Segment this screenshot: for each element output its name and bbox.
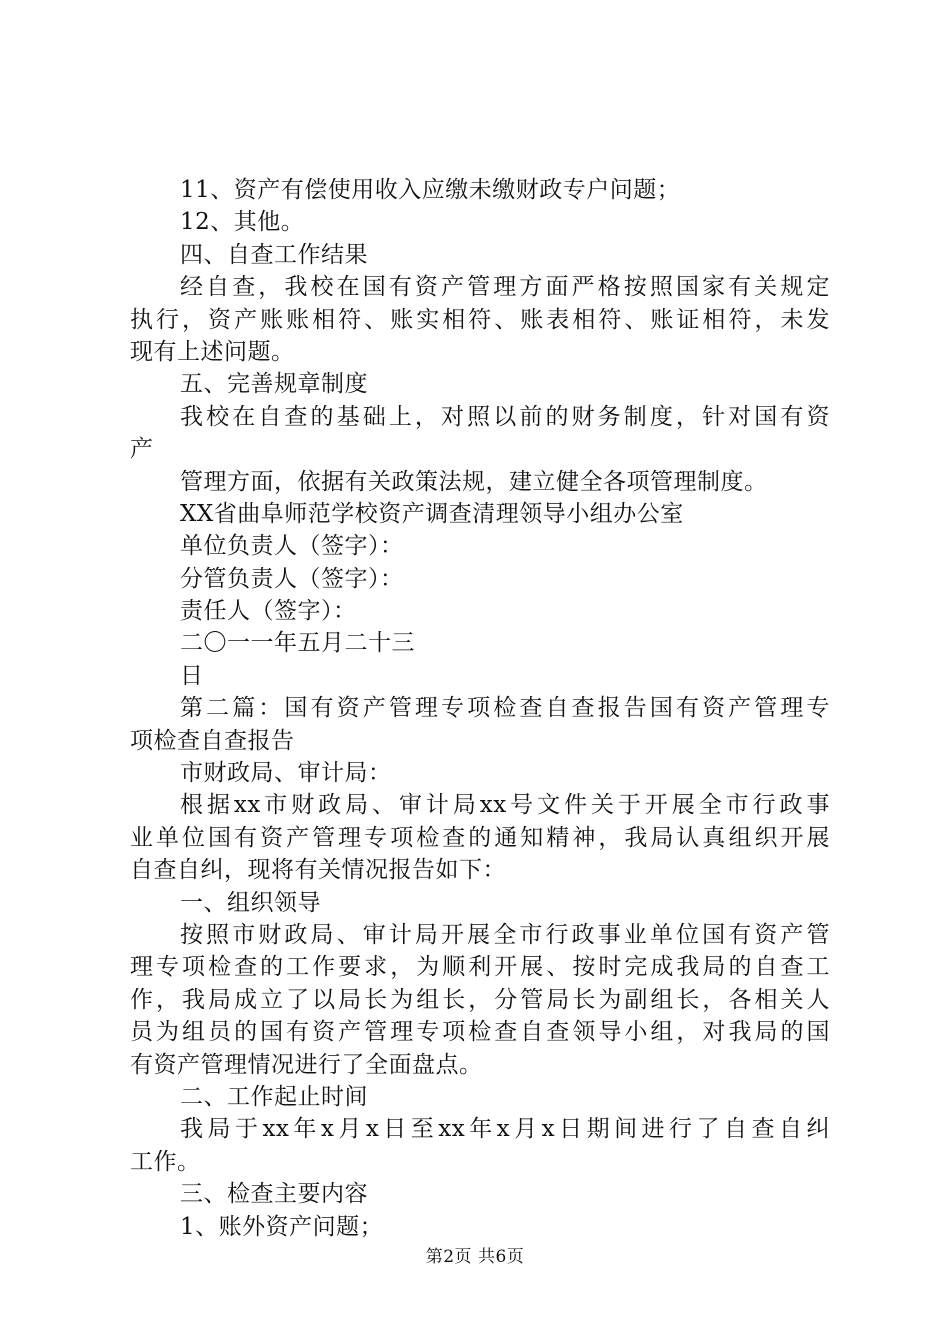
text-line: 12、其他。 (180, 209, 305, 236)
text-line: 执行，资产账账相符、账实相符、账表相符、账证相符，未发 (130, 306, 830, 333)
text-line: 三、检查主要内容 (180, 1181, 368, 1208)
text-line: 经自查，我校在国有资产管理方面严格按照国家有关规定 (180, 274, 830, 301)
text-line: 工作。 (130, 1148, 201, 1175)
text-line: 我局于xx年x月x日至xx年x月x日期间进行了自查自纠 (180, 1116, 830, 1143)
text-line: 员为组员的国有资产管理专项检查自查领导小组，对我局的国 (130, 1019, 830, 1046)
text-line: 业单位国有资产管理专项检查的通知精神，我局认真组织开展 (130, 824, 830, 851)
text-line: 五、完善规章制度 (180, 371, 368, 398)
text-line: 1、账外资产问题； (180, 1213, 384, 1240)
text-line: 理专项检查的工作要求，为顺利开展、按时完成我局的自查工 (130, 954, 830, 981)
text-line: 我校在自查的基础上，对照以前的财务制度，针对国有资 (180, 403, 830, 430)
text-line: 有资产管理情况进行了全面盘点。 (130, 1051, 483, 1078)
text-line: 根据xx市财政局、审计局xx号文件关于开展全市行政事 (180, 792, 830, 819)
text-line: 按照市财政局、审计局开展全市行政事业单位国有资产管 (180, 921, 830, 948)
text-line: XX省曲阜师范学校资产调查清理领导小组办公室 (180, 500, 684, 527)
text-line: 日 (180, 662, 204, 689)
text-line: 一、组织领导 (180, 889, 321, 916)
document-body (130, 174, 830, 1243)
text-line: 现有上述问题。 (130, 338, 295, 365)
text-line: 分管负责人（签字）： (180, 565, 404, 592)
text-line: 单位负责人（签字）： (180, 533, 404, 560)
text-line: 自查自纠，现将有关情况报告如下： (130, 857, 506, 884)
text-line: 四、自查工作结果 (180, 241, 368, 268)
text-line: 管理方面，依据有关政策法规，建立健全各项管理制度。 (180, 468, 768, 495)
text-line: 责任人（签字）： (180, 598, 357, 625)
text-line: 项检查自查报告 (130, 727, 295, 754)
text-line: 市财政局、审计局： (180, 760, 392, 787)
text-line: 作，我局成立了以局长为组长，分管局长为副组长，各相关人 (130, 986, 830, 1013)
text-line: 11、资产有偿使用收入应缴未缴财政专户问题； (180, 177, 681, 203)
text-line: 二〇一一年五月二十三 (180, 630, 415, 657)
text-line: 产 (130, 436, 154, 463)
text-line: 二、工作起止时间 (180, 1083, 368, 1110)
page-footer: 第2页 共6页 (425, 1247, 525, 1267)
text-line: 第二篇：国有资产管理专项检查自查报告国有资产管理专 (180, 695, 830, 722)
